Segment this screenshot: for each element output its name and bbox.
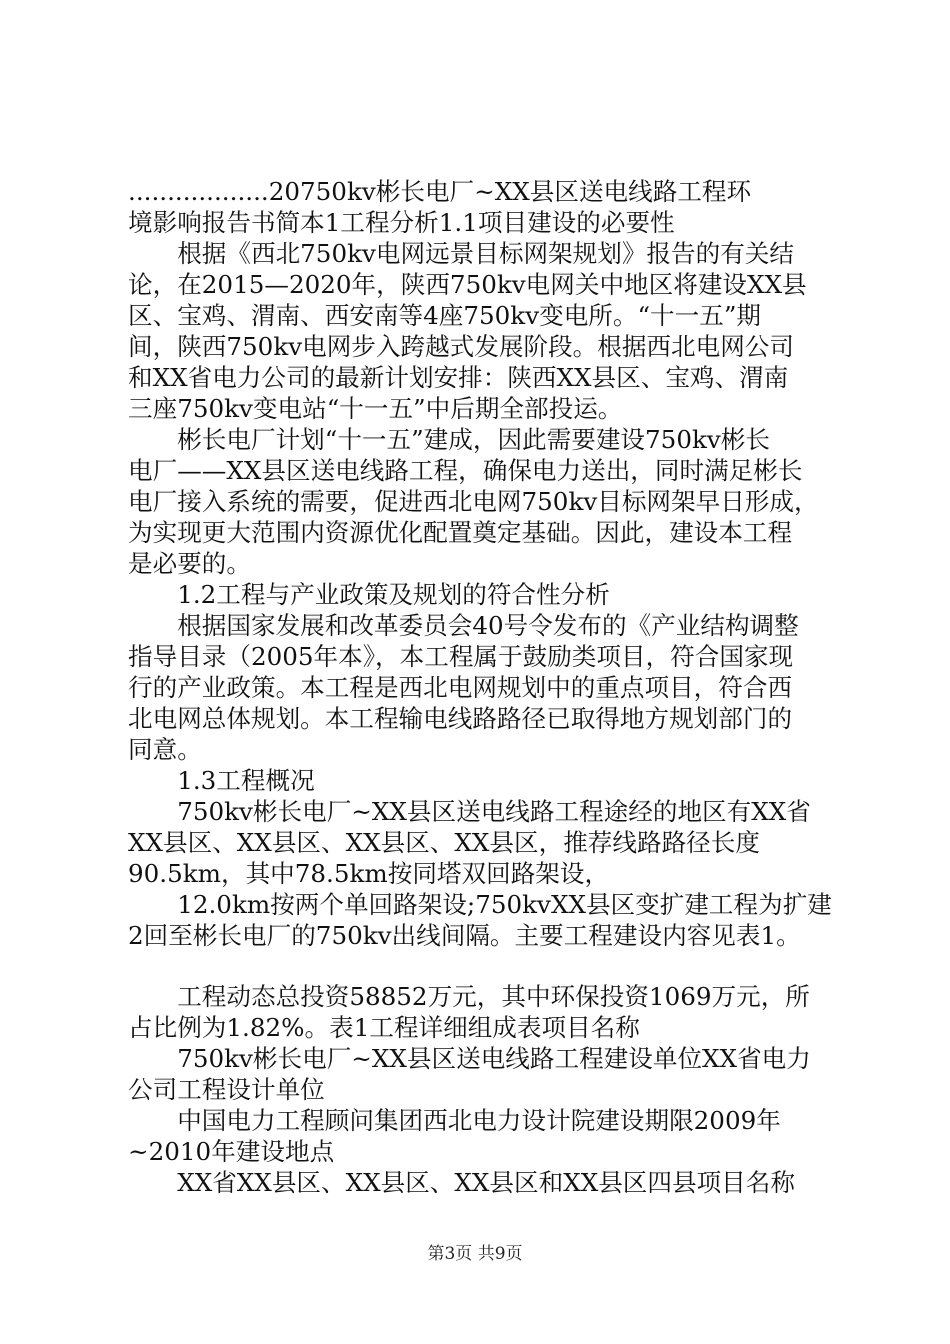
text-line: 为实现更大范围内资源优化配置奠定基础。因此，建设本工程	[128, 518, 793, 547]
text-line: 根据国家发展和改革委员会40号令发布的《产业结构调整	[128, 611, 799, 640]
text-line: 2回至彬长电厂的750kv出线间隔。主要工程建设内容见表1。	[128, 921, 801, 950]
text-line: 中国电力工程顾问集团西北电力设计院建设期限2009年	[128, 1106, 781, 1135]
text-line: 1.2工程与产业政策及规划的符合性分析	[128, 580, 610, 609]
text-line: 区、宝鸡、渭南、西安南等4座750kv变电所。“十一五”期	[128, 301, 762, 330]
text-line: 指导目录（2005年本》，本工程属于鼓励类项目，符合国家现	[128, 642, 794, 671]
text-line: 电厂——XX县区送电线路工程，确保电力送出，同时满足彬长	[128, 456, 803, 485]
paragraph-3	[128, 424, 828, 579]
section-heading-1-2	[128, 579, 828, 610]
text-line: 根据《西北750kv电网远景目标网架规划》报告的有关结	[128, 239, 794, 268]
text-line: 750kv彬长电厂~XX县区送电线路工程途经的地区有XX省	[128, 797, 811, 826]
text-line: 是必要的。	[128, 549, 251, 578]
text-line: 1.3工程概况	[128, 766, 315, 795]
text-line: XX省XX县区、XX县区、XX县区和XX县区四县项目名称	[128, 1168, 795, 1197]
text-line: 电厂接入系统的需要，促进西北电网750kv目标网架早日形成，	[128, 487, 819, 516]
text-line: ..................20750kv彬长电厂~XX县区送电线路工程环	[128, 177, 752, 206]
paragraph-1	[128, 176, 828, 238]
paragraph-9	[128, 981, 828, 1043]
paragraph-5	[128, 610, 828, 765]
text-line: 境影响报告书简本1工程分析1.1项目建设的必要性	[128, 208, 675, 237]
text-line: 行的产业政策。本工程是西北电网规划中的重点项目，符合西	[128, 673, 793, 702]
text-line: 北电网总体规划。本工程输电线路路径已取得地方规划部门的	[128, 704, 793, 733]
section-heading-1-3	[128, 765, 828, 796]
text-line: 和XX省电力公司的最新计划安排：陕西XX县区、宝鸡、渭南	[128, 363, 789, 392]
text-line: 工程动态总投资58852万元，其中环保投资1069万元，所	[128, 982, 810, 1011]
text-line: 三座750kv变电站“十一五”中后期全部投运。	[128, 394, 623, 423]
page-footer: 第3页 共9页	[427, 1244, 523, 1264]
text-line: 公司工程设计单位	[128, 1075, 325, 1104]
paragraph-12	[128, 1167, 828, 1198]
paragraph-8	[128, 889, 832, 951]
paragraph-2	[128, 238, 828, 424]
paragraph-7	[128, 796, 828, 889]
text-line: 彬长电厂计划“十一五”建成，因此需要建设750kv彬长	[128, 425, 770, 454]
paragraph-11	[128, 1105, 828, 1167]
text-line: 论，在2015—2020年，陕西750kv电网关中地区将建设XX县	[128, 270, 807, 299]
text-line: 12.0km按两个单回路架设;750kvXX县区变扩建工程为扩建	[128, 890, 832, 919]
paragraph-10	[128, 1043, 828, 1105]
text-line: 同意。	[128, 735, 202, 764]
text-line: 间，陕西750kv电网步入跨越式发展阶段。根据西北电网公司	[128, 332, 794, 361]
text-line: 750kv彬长电厂~XX县区送电线路工程建设单位XX省电力	[128, 1044, 811, 1073]
text-line: 90.5km，其中78.5km按同塔双回路架设，	[128, 859, 610, 888]
text-line: 占比例为1.82%。表1工程详细组成表项目名称	[128, 1013, 640, 1042]
text-line: XX县区、XX县区、XX县区、XX县区，推荐线路路径长度	[128, 828, 760, 857]
text-line: ~2010年建设地点	[128, 1137, 335, 1166]
